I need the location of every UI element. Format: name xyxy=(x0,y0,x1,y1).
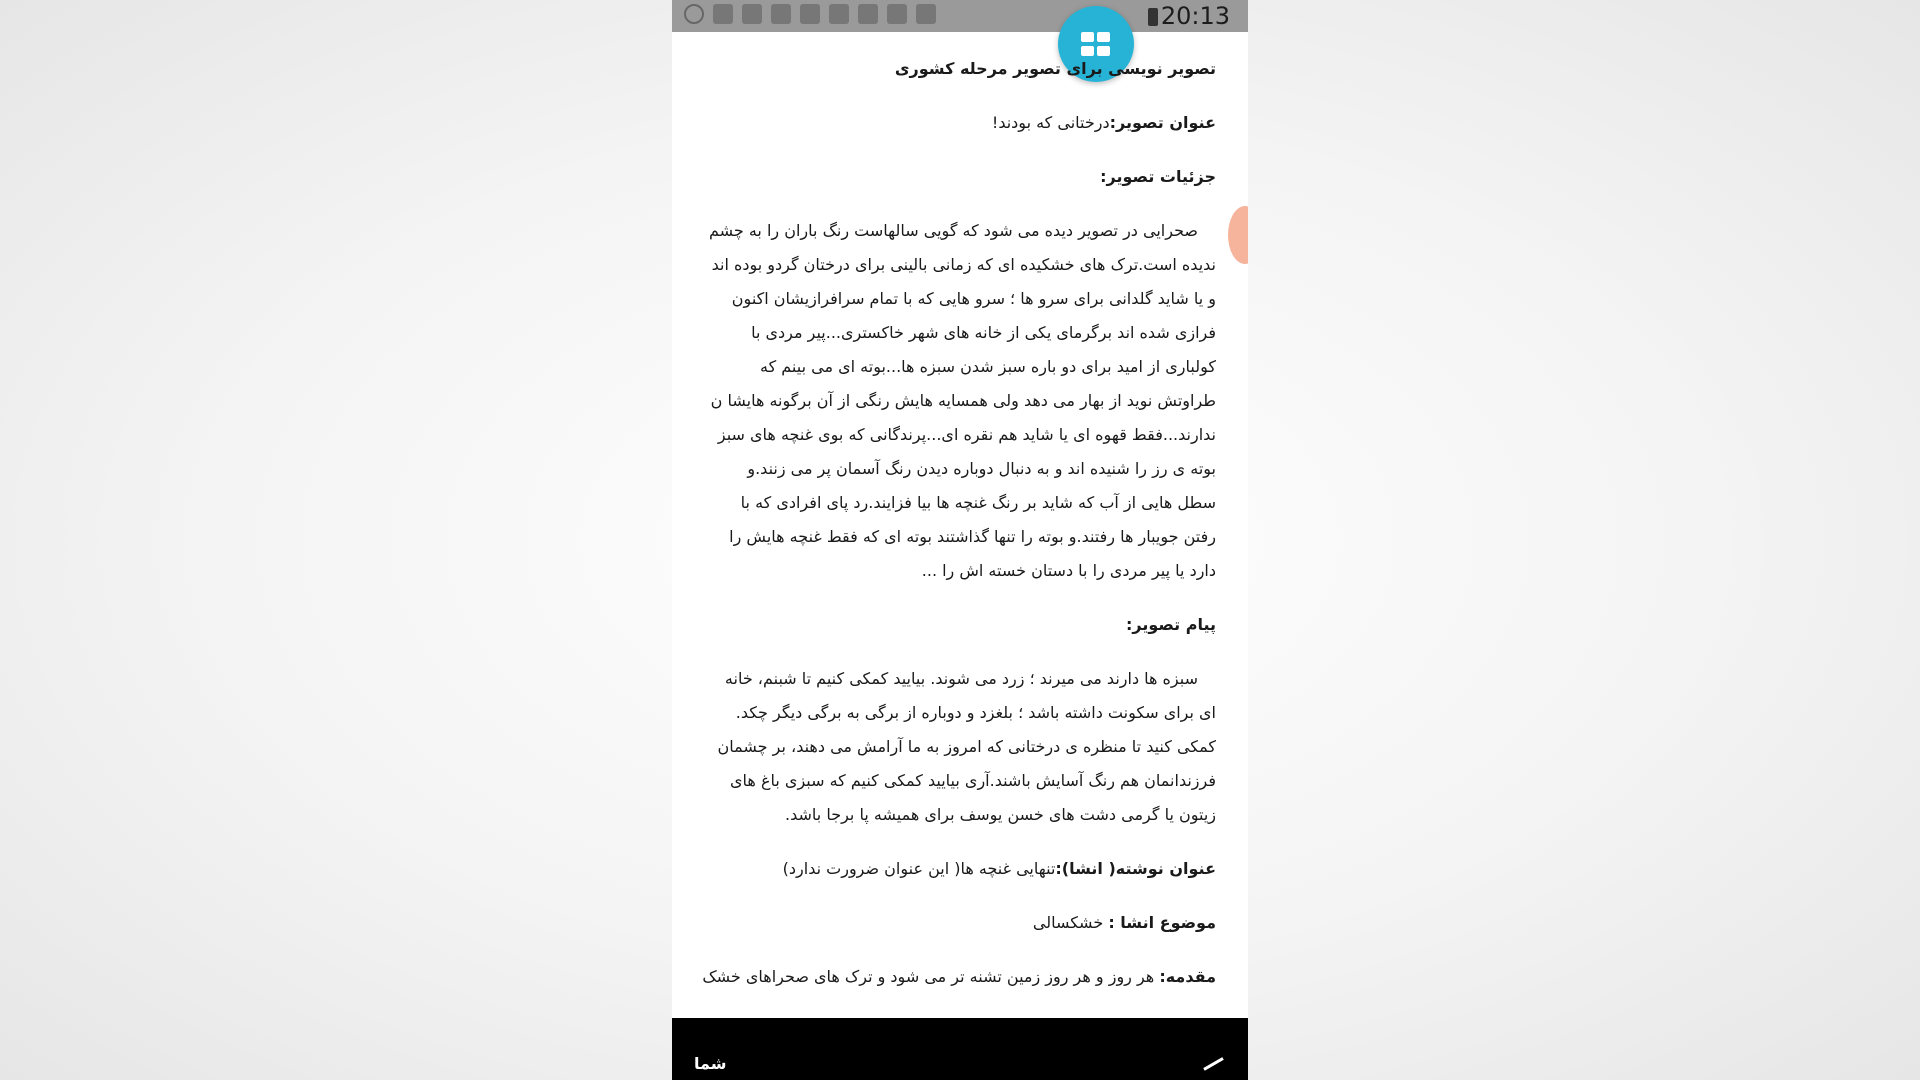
grid-icon xyxy=(1081,32,1094,42)
intro-value: هر روز و هر روز زمین تشنه تر می شود و ترک های صحراهای خشک xyxy=(702,967,1160,986)
paragraph-line: بوته ی رز را شنیده اند و به دنبال دوباره دیدن رنگ آسمان پر می زنند.و xyxy=(747,459,1216,478)
image-icon xyxy=(858,4,878,24)
paragraph-line: سطل هایی از آب که شاید بر رنگ غنچه ها بیا فزایند.رد پای افرادی که با xyxy=(740,493,1216,512)
image-icon xyxy=(829,4,849,24)
document-content xyxy=(698,52,1216,994)
essay-topic-label: موضوع انشا : xyxy=(1108,913,1216,932)
essay-title-value: تنهایی غنچه ها( این عنوان ضرورت ندارد) xyxy=(782,859,1056,878)
image-icon xyxy=(771,4,791,24)
edge-panel-handle[interactable] xyxy=(1228,206,1248,264)
paragraph-line: فرازی شده اند برگرمای یکی از خانه های شهر خاکستری...پیر مردی با xyxy=(751,323,1216,342)
image-icon xyxy=(742,4,762,24)
essay-topic-row xyxy=(698,906,1216,940)
image-details-paragraph xyxy=(698,214,1216,588)
paragraph-line: زیتون یا گرمی دشت های خسن یوسف برای همیشه پا برجا باشد. xyxy=(785,805,1216,824)
paragraph-line: ندیده است.ترک های خشکیده ای که زمانی بالینی برای درختان گردو بوده اند xyxy=(711,255,1216,274)
status-clock: 20:13 xyxy=(1160,2,1230,30)
paragraph-line: رفتن جویبار ها رفتند.و بوته را تنها گذاشتند بوته ای که فقط غنچه هایش را xyxy=(729,527,1216,546)
pencil-icon[interactable] xyxy=(1203,1057,1227,1076)
paragraph-line: ای برای سکونت داشته باشد ؛ بلغزد و دوباره از برگی به برگی دیگر چکد. xyxy=(735,703,1216,722)
notification-icons xyxy=(684,4,936,24)
paragraph-line: دارد یا پیر مردی را با دستان خسته اش را ... xyxy=(921,561,1216,580)
image-icon xyxy=(713,4,733,24)
video-icon xyxy=(916,4,936,24)
message-paragraph xyxy=(698,662,1216,832)
battery-icon xyxy=(1148,8,1158,26)
paragraph-line: فرزندانمان هم رنگ آسایش باشند.آری بیایید کمکی کنیم که سبزی باغ های xyxy=(730,771,1216,790)
essay-title-row xyxy=(698,852,1216,886)
intro-label: مقدمه: xyxy=(1159,967,1216,986)
image-title-row xyxy=(698,106,1216,140)
whatsapp-icon xyxy=(684,4,704,24)
image-icon xyxy=(800,4,820,24)
paragraph-line: کولباری از امید برای دو باره سبز شدن سبزه ها...بوته ای می بینم که xyxy=(760,357,1216,376)
paragraph-line: کمکی کنید تا منظره ی درختانی که امروز به ما آرامش می دهند، بر چشمان xyxy=(717,737,1216,756)
paragraph-line: و یا شاید گلدانی برای سرو ها ؛ سرو هایی که با تمام سرافرازیشان اکنون xyxy=(731,289,1216,308)
paragraph-line: ندارند...فقط قهوه ای یا شاید هم نقره ای...پرندگانی که بوی غنچه های سبز xyxy=(717,425,1216,444)
essay-title-label: عنوان نوشته( انشا): xyxy=(1055,859,1216,878)
document-heading: تصویر نویسی برای تصویر مرحله کشوری xyxy=(894,59,1216,78)
intro-row xyxy=(698,960,1216,994)
phone-screen xyxy=(672,0,1248,1080)
image-icon xyxy=(887,4,907,24)
essay-topic-value: خشکسالی xyxy=(1032,913,1109,932)
image-details-label: جزئیات تصویر: xyxy=(1100,167,1216,186)
paragraph-line: طراوتش نوید از بهار می دهد ولی همسایه هایش رنگی از آن برگونه هایشا ن xyxy=(710,391,1216,410)
bottom-bar-label[interactable]: شما xyxy=(694,1054,727,1073)
message-label: پیام تصویر: xyxy=(1125,615,1216,634)
bottom-bar xyxy=(672,1018,1248,1080)
paragraph-line: صحرایی در تصویر دیده می شود که گویی سالهاست رنگ باران را به چشم xyxy=(708,221,1198,240)
image-title-value: درختانی که بودند! xyxy=(991,113,1110,132)
status-bar xyxy=(672,0,1248,32)
paragraph-line: سبزه ها دارند می میرند ؛ زرد می شوند. بیایید کمکی کنیم تا شبنم، خانه xyxy=(724,669,1198,688)
image-title-label: عنوان تصویر: xyxy=(1109,113,1216,132)
